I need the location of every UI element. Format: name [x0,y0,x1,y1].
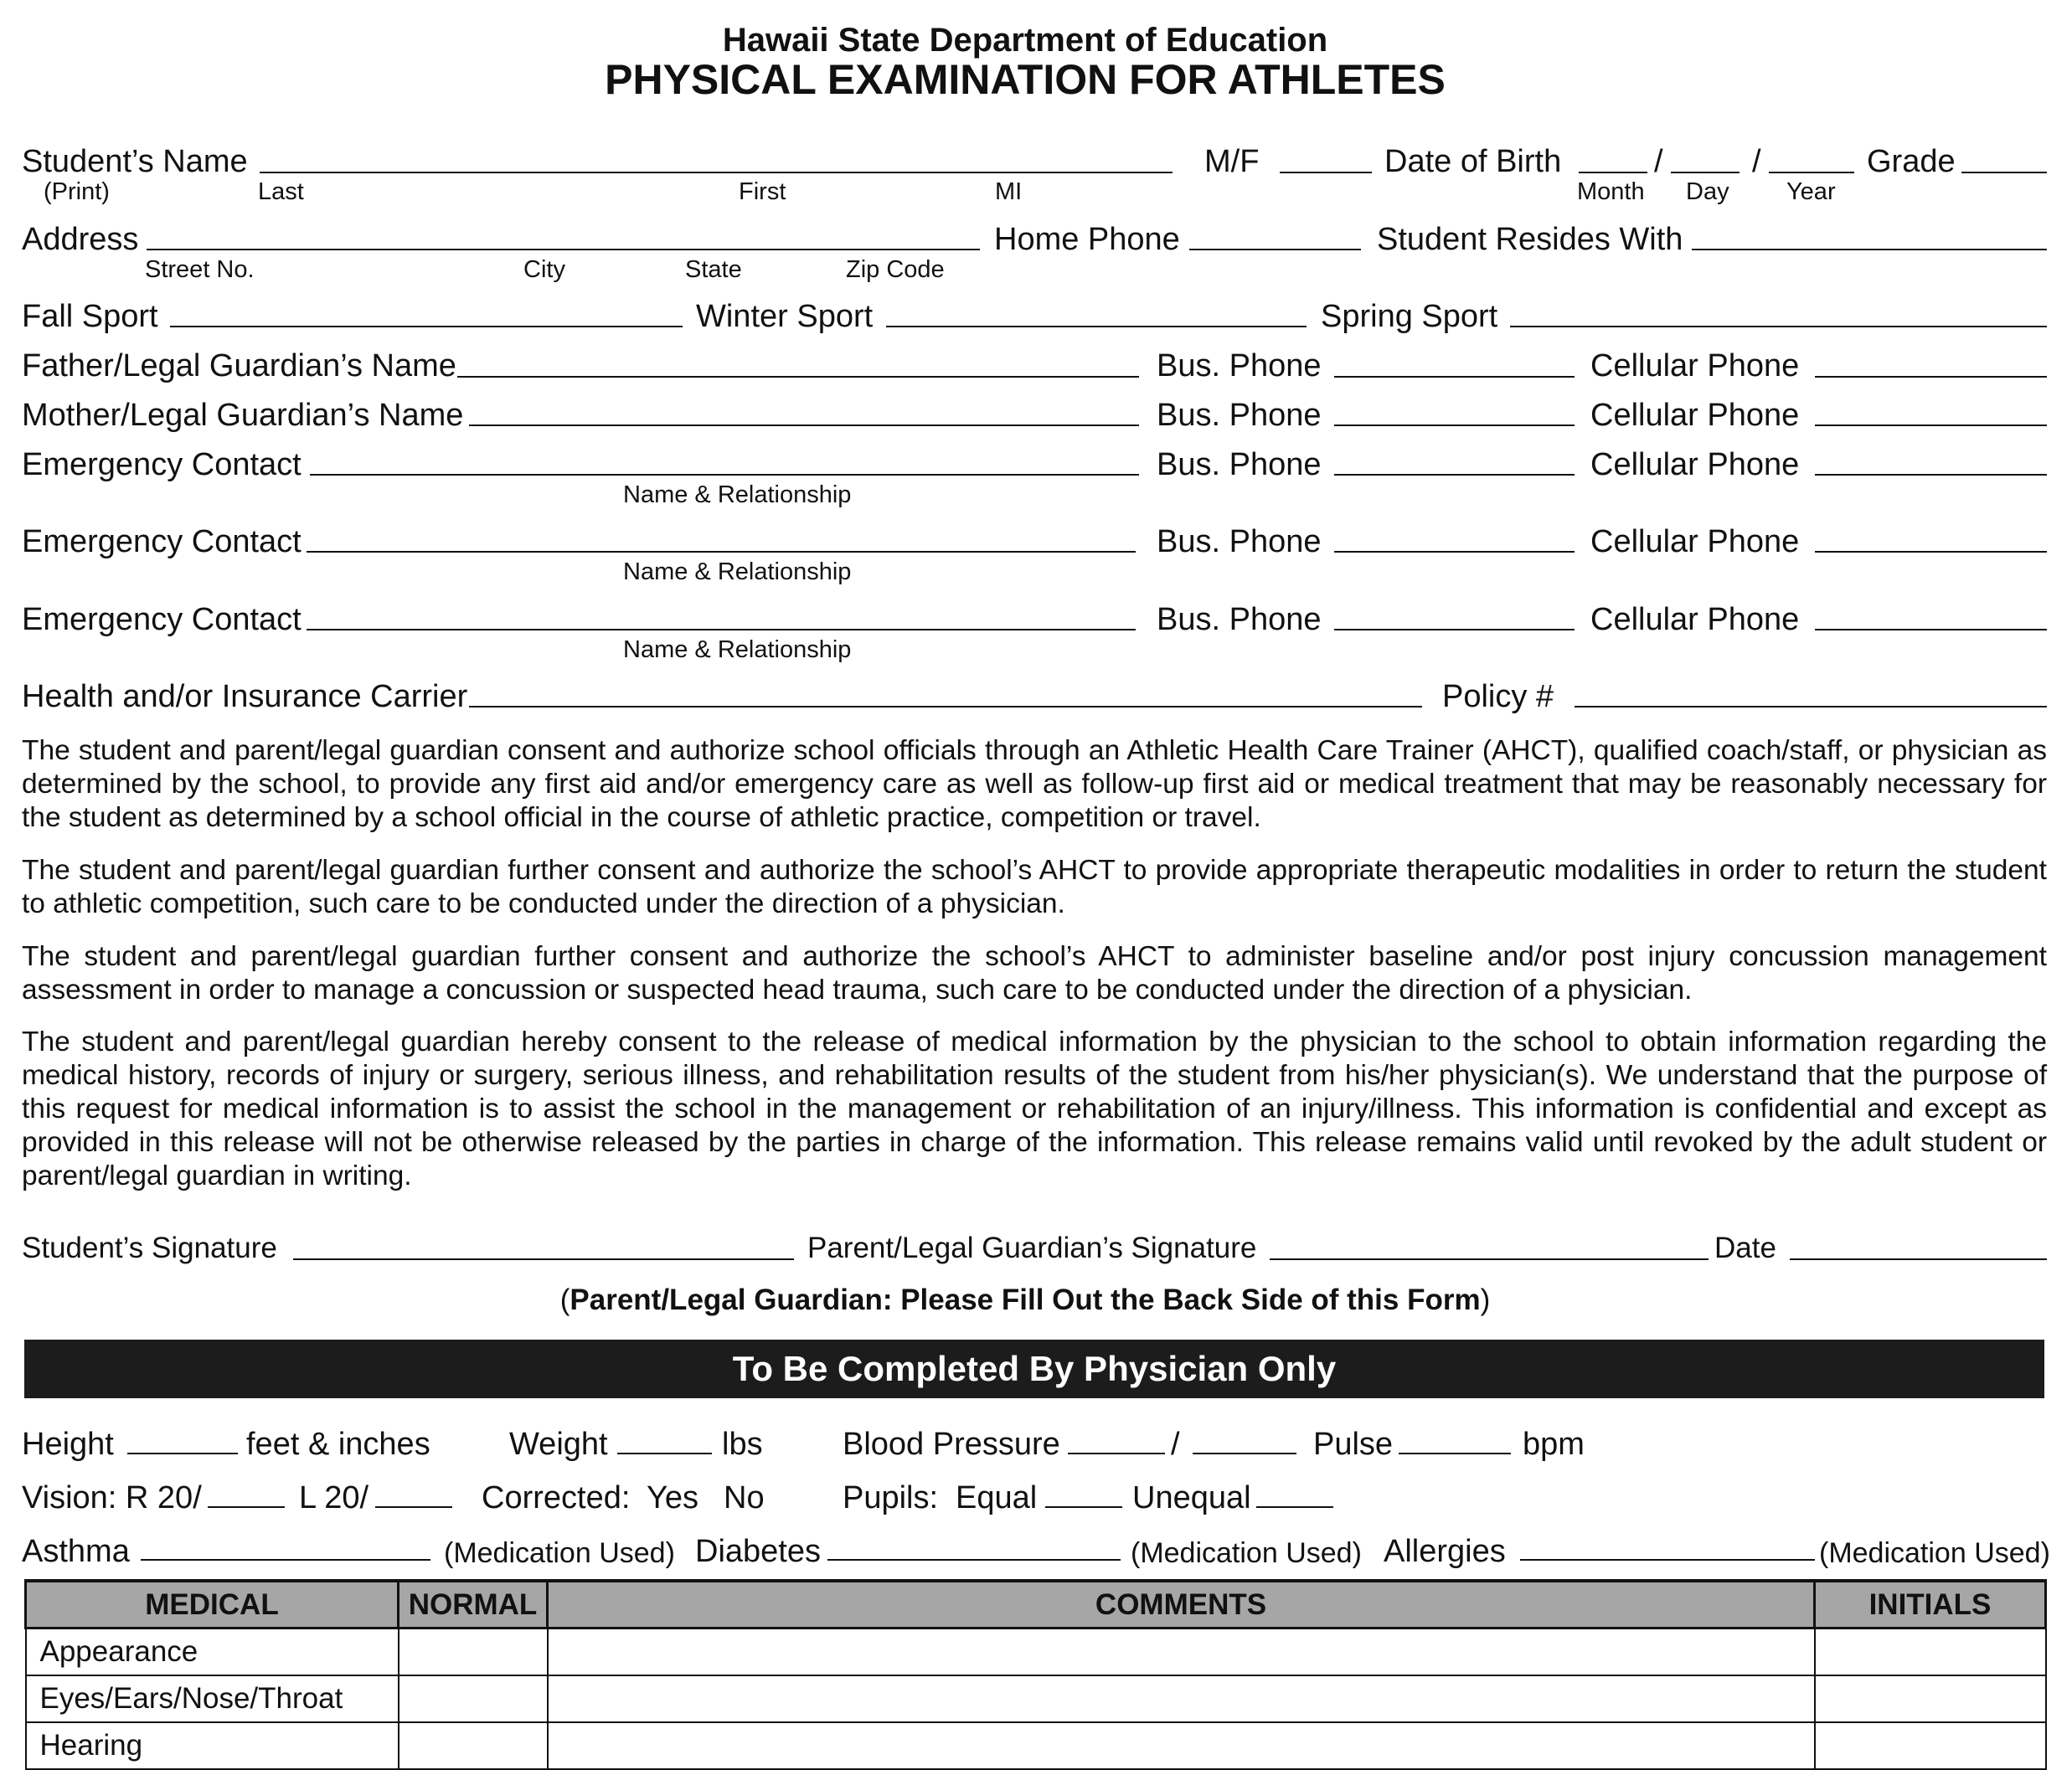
year-hint: Year [1786,178,1836,205]
home-phone-field[interactable] [1189,249,1361,250]
asthma-label: Asthma [22,1534,130,1569]
vision-left-field[interactable] [375,1506,452,1508]
vision-right-label: Vision: R 20/ [22,1480,202,1515]
name-relationship-hint: Name & Relationship [623,558,852,585]
student-name-field[interactable] [260,172,1173,173]
first-name-hint: First [739,178,786,205]
student-signature-label: Student’s Signature [22,1232,277,1264]
street-hint: Street No. [145,256,255,283]
mother-cell-phone-field[interactable] [1815,424,2047,426]
parent-signature-field[interactable] [1270,1258,1709,1260]
diabetes-field[interactable] [827,1559,1121,1561]
home-phone-label: Home Phone [994,222,1180,257]
winter-sport-label: Winter Sport [696,299,874,334]
zip-hint: Zip Code [846,256,945,283]
emergency-contact-2-label: Emergency Contact [22,524,302,559]
consent-paragraph-3: The student and parent/legal guardian further consent and authorize the school’s AHCT to administer baseline and/or post injury concussion management assessment in order to manage a concussion or suspected head trauma, such care to be conducted under the direction of a physician. [22,941,2047,1006]
diabetes-label: Diabetes [695,1534,821,1569]
print-hint: (Print) [44,178,110,205]
resides-with-field[interactable] [1692,249,2047,250]
vision-right-field[interactable] [208,1506,285,1508]
back-side-notice: (Parent/Legal Guardian: Please Fill Out the Back Side of this Form) [559,1284,1491,1316]
normal-cell[interactable] [399,1675,548,1722]
allergies-field[interactable] [1520,1559,1815,1561]
initials-cell[interactable] [1815,1722,2046,1769]
weight-field[interactable] [617,1453,712,1454]
comments-cell[interactable] [548,1675,1815,1722]
mother-bus-phone-field[interactable] [1334,424,1575,426]
asthma-field[interactable] [141,1559,430,1561]
corrected-label: Corrected: [482,1480,631,1515]
father-bus-phone-label: Bus. Phone [1157,348,1322,383]
emergency-1-bus-phone-label: Bus. Phone [1157,447,1322,482]
spring-sport-label: Spring Sport [1321,299,1498,334]
consent-paragraph-4: The student and parent/legal guardian hereby consent to the release of medical information by the physician to the school to obtain information regarding the medical history, records of injury or surgery, serious illness, and rehabilitation results of the student from his/her physician(s). We understand that the purpose of this request for medical information is to assist the school in the management or rehabilitation of an injury/illness. This information is confidential and except as provided in this release will not be otherwise released by the parties in charge of the information. This release remains valid until revoked by the adult student or parent/legal guardian in writing. [22,1026,2047,1191]
normal-cell[interactable] [399,1629,548,1676]
corrected-no-option[interactable]: No [724,1480,765,1515]
asthma-medication-label: (Medication Used) [444,1537,675,1569]
grade-field[interactable] [1961,172,2047,173]
pulse-field[interactable] [1399,1453,1511,1454]
medical-exam-table [24,1579,2047,1770]
table-row [26,1675,2046,1722]
state-hint: State [685,256,742,283]
emergency-2-bus-phone-field[interactable] [1334,551,1575,553]
dob-year-field[interactable] [1769,172,1854,173]
height-field[interactable] [127,1453,238,1454]
emergency-2-cell-phone-label: Cellular Phone [1590,524,1800,559]
medical-item-appearance: Appearance [26,1629,399,1676]
weight-label: Weight [509,1427,608,1462]
father-name-label: Father/Legal Guardian’s Name [22,348,456,383]
emergency-contact-3-label: Emergency Contact [22,602,302,637]
policy-number-label: Policy # [1442,679,1554,714]
emergency-1-bus-phone-field[interactable] [1334,474,1575,476]
city-hint: City [523,256,565,283]
physician-section-banner: To Be Completed By Physician Only [24,1340,2044,1398]
height-label: Height [22,1427,114,1462]
address-label: Address [22,222,139,257]
winter-sport-field[interactable] [886,326,1307,327]
father-cell-phone-label: Cellular Phone [1590,348,1800,383]
emergency-1-cell-phone-field[interactable] [1815,474,2047,476]
table-row [26,1629,2046,1676]
month-hint: Month [1577,178,1645,205]
initials-column-header: INITIALS [1815,1581,2046,1629]
insurance-carrier-label: Health and/or Insurance Carrier [22,679,468,714]
bpm-label: bpm [1523,1427,1585,1462]
emergency-1-cell-phone-label: Cellular Phone [1590,447,1800,482]
initials-cell[interactable] [1815,1629,2046,1676]
last-name-hint: Last [258,178,304,205]
emergency-contact-2-field[interactable] [307,551,1136,553]
fall-sport-field[interactable] [170,326,683,327]
dob-separator-2: / [1752,144,1761,179]
emergency-2-bus-phone-label: Bus. Phone [1157,524,1322,559]
mf-label: M/F [1204,144,1260,179]
emergency-3-bus-phone-label: Bus. Phone [1157,602,1322,637]
address-field[interactable] [147,249,980,250]
allergies-label: Allergies [1384,1534,1506,1569]
table-row [26,1722,2046,1769]
corrected-yes-option[interactable]: Yes [647,1480,698,1515]
resides-with-label: Student Resides With [1377,222,1683,257]
father-cell-phone-field[interactable] [1815,376,2047,378]
emergency-contact-1-field[interactable] [310,474,1139,476]
consent-paragraph-2: The student and parent/legal guardian further consent and authorize the school’s AHCT to provide appropriate therapeutic modalities in order to return the student to athletic competition, such care to be conducted under the direction of a physician. [22,855,2047,919]
father-bus-phone-field[interactable] [1334,376,1575,378]
medical-column-header: MEDICAL [26,1581,399,1629]
pupils-equal-label: Equal [956,1480,1038,1515]
name-relationship-hint: Name & Relationship [623,481,852,508]
spring-sport-field[interactable] [1510,326,2047,327]
allergies-medication-label: (Medication Used) [1819,1537,2050,1569]
name-relationship-hint: Name & Relationship [623,636,852,663]
diabetes-medication-label: (Medication Used) [1131,1537,1362,1569]
mother-name-label: Mother/Legal Guardian’s Name [22,398,464,433]
bp-diastolic-field[interactable] [1193,1453,1296,1454]
normal-column-header: NORMAL [399,1581,548,1629]
emergency-3-cell-phone-label: Cellular Phone [1590,602,1800,637]
day-hint: Day [1686,178,1729,205]
dob-separator-1: / [1654,144,1663,179]
dob-month-field[interactable] [1579,172,1647,173]
signature-date-field[interactable] [1790,1258,2047,1260]
grade-label: Grade [1867,144,1956,179]
fall-sport-label: Fall Sport [22,299,158,334]
signature-date-label: Date [1714,1232,1776,1264]
pupils-unequal-field[interactable] [1256,1506,1333,1508]
mother-cell-phone-label: Cellular Phone [1590,398,1800,433]
parent-signature-label: Parent/Legal Guardian’s Signature [807,1232,1257,1264]
bp-systolic-field[interactable] [1068,1453,1165,1454]
dob-label: Date of Birth [1384,144,1562,179]
pupils-equal-field[interactable] [1045,1506,1122,1508]
emergency-contact-1-label: Emergency Contact [22,447,302,482]
mi-hint: MI [995,178,1023,205]
bp-separator: / [1171,1427,1180,1462]
mother-bus-phone-label: Bus. Phone [1157,398,1322,433]
pupils-unequal-label: Unequal [1132,1480,1251,1515]
emergency-3-bus-phone-field[interactable] [1334,629,1575,630]
form-title: PHYSICAL EXAMINATION FOR ATHLETES [605,56,1446,103]
initials-cell[interactable] [1815,1675,2046,1722]
comments-cell[interactable] [548,1722,1815,1769]
lbs-label: lbs [722,1427,763,1462]
table-header-row [26,1581,2046,1629]
mother-name-field[interactable] [469,424,1139,426]
emergency-3-cell-phone-field[interactable] [1815,629,2047,630]
feet-inches-label: feet & inches [246,1427,430,1462]
vision-left-label: L 20/ [299,1480,369,1515]
agency-name: Hawaii State Department of Education [722,22,1328,59]
comments-cell[interactable] [548,1629,1815,1676]
student-signature-field[interactable] [293,1258,794,1260]
medical-item-hearing: Hearing [26,1722,399,1769]
medical-item-eent: Eyes/Ears/Nose/Throat [26,1675,399,1722]
dob-day-field[interactable] [1671,172,1740,173]
mf-field[interactable] [1280,172,1372,173]
emergency-2-cell-phone-field[interactable] [1815,551,2047,553]
blood-pressure-label: Blood Pressure [843,1427,1060,1462]
student-name-label: Student’s Name [22,144,248,179]
insurance-carrier-field[interactable] [469,706,1422,707]
pupils-label: Pupils: [843,1480,939,1515]
normal-cell[interactable] [399,1722,548,1769]
father-name-field[interactable] [457,376,1139,378]
policy-number-field[interactable] [1575,706,2047,707]
pulse-label: Pulse [1313,1427,1394,1462]
emergency-contact-3-field[interactable] [307,629,1136,630]
comments-column-header: COMMENTS [548,1581,1815,1629]
consent-paragraph-1: The student and parent/legal guardian consent and authorize school officials through an Athletic Health Care Trainer (AHCT), qualified coach/staff, or physician as determined by the school, to provide any first aid and/or emergency care as well as follow-up first aid or medical treatment that may be reasonably necessary for the student as determined by a school official in the course of athletic practice, competition or travel. [22,735,2047,833]
